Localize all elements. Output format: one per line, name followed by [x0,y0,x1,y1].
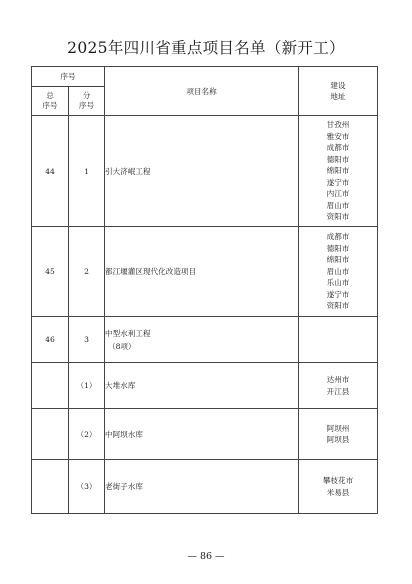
location-line: 遂宁市 [326,289,350,299]
location-line: 阿坝县 [326,435,350,444]
total-seq-cell [32,363,69,409]
location-line: 绵阳市 [326,255,350,265]
location-line: 达州市 [326,375,350,384]
location-line: 资阳市 [326,301,350,311]
project-table [31,66,378,514]
table-header-row [32,67,378,87]
sub-seq-header-line: 序号 [78,101,95,110]
sub-seq-cell: （2） [69,409,105,460]
total-seq-header [32,87,69,116]
location-line: 乐山市 [326,278,350,288]
location-cell [299,460,378,514]
location-header-line: 建设 [330,81,346,90]
project-name-cell [105,317,299,363]
page-number: — 86 — [187,551,225,562]
seq-group-header: 序号 [32,67,105,87]
location-line: 绵阳市 [326,166,350,176]
location-line: 眉山市 [326,200,350,210]
table-row [32,227,378,317]
project-name-cell: 引大济岷工程 [105,116,299,227]
location-line: 阿坝州 [326,423,350,433]
location-cell [299,227,378,317]
sub-seq-cell: （3） [69,460,105,514]
sub-seq-cell: （1） [69,363,105,409]
table-row [32,317,378,363]
table-row [32,460,378,514]
sub-seq-header-line: 分 [82,91,91,100]
total-seq-cell: 44 [32,116,69,227]
project-name-cell: 都江堰灌区现代化改造项目 [105,227,299,317]
location-line: 攀枝花市 [322,476,354,485]
location-line: 开江县 [326,386,350,396]
page-title: 2025年四川省重点项目名单（新开工） [67,39,345,57]
table-row [32,116,378,227]
total-seq-cell: 45 [32,227,69,317]
project-name-text: 中型水利工程 [105,328,151,338]
total-seq-cell: 46 [32,317,69,363]
project-name-cell: 中阿坝水库 [105,409,299,460]
location-line: 成都市 [326,232,350,242]
project-name-header: 项目名称 [105,67,299,116]
location-line: 德阳市 [326,243,350,253]
location-line: 内江市 [326,189,350,199]
sub-seq-header [69,87,105,116]
project-name-cell: 老街子水库 [105,460,299,514]
location-cell [299,363,378,409]
location-line: 眉山市 [326,266,350,276]
location-line: 雅安市 [326,131,350,141]
location-line: 德阳市 [326,154,350,164]
table-row [32,363,378,409]
total-seq-cell [32,460,69,514]
location-cell [299,409,378,460]
project-count-note: （8项） [108,341,136,351]
location-line: 甘孜州 [326,120,350,130]
total-seq-header-line: 总 [46,91,54,100]
total-seq-cell [32,409,69,460]
sub-seq-cell: 3 [69,317,105,363]
location-line: 成都市 [326,143,350,153]
location-line: 遂宁市 [326,177,350,187]
total-seq-header-line: 序号 [42,101,58,110]
location-header-line: 地址 [330,92,346,101]
sub-seq-cell: 1 [69,116,105,227]
location-cell [299,317,378,363]
location-cell [299,116,378,227]
project-name-cell: 大堆水库 [105,363,299,409]
sub-seq-cell: 2 [69,227,105,317]
location-header [299,67,378,116]
location-line: 资阳市 [326,212,350,222]
location-line: 米易县 [326,487,350,497]
table-row [32,409,378,460]
